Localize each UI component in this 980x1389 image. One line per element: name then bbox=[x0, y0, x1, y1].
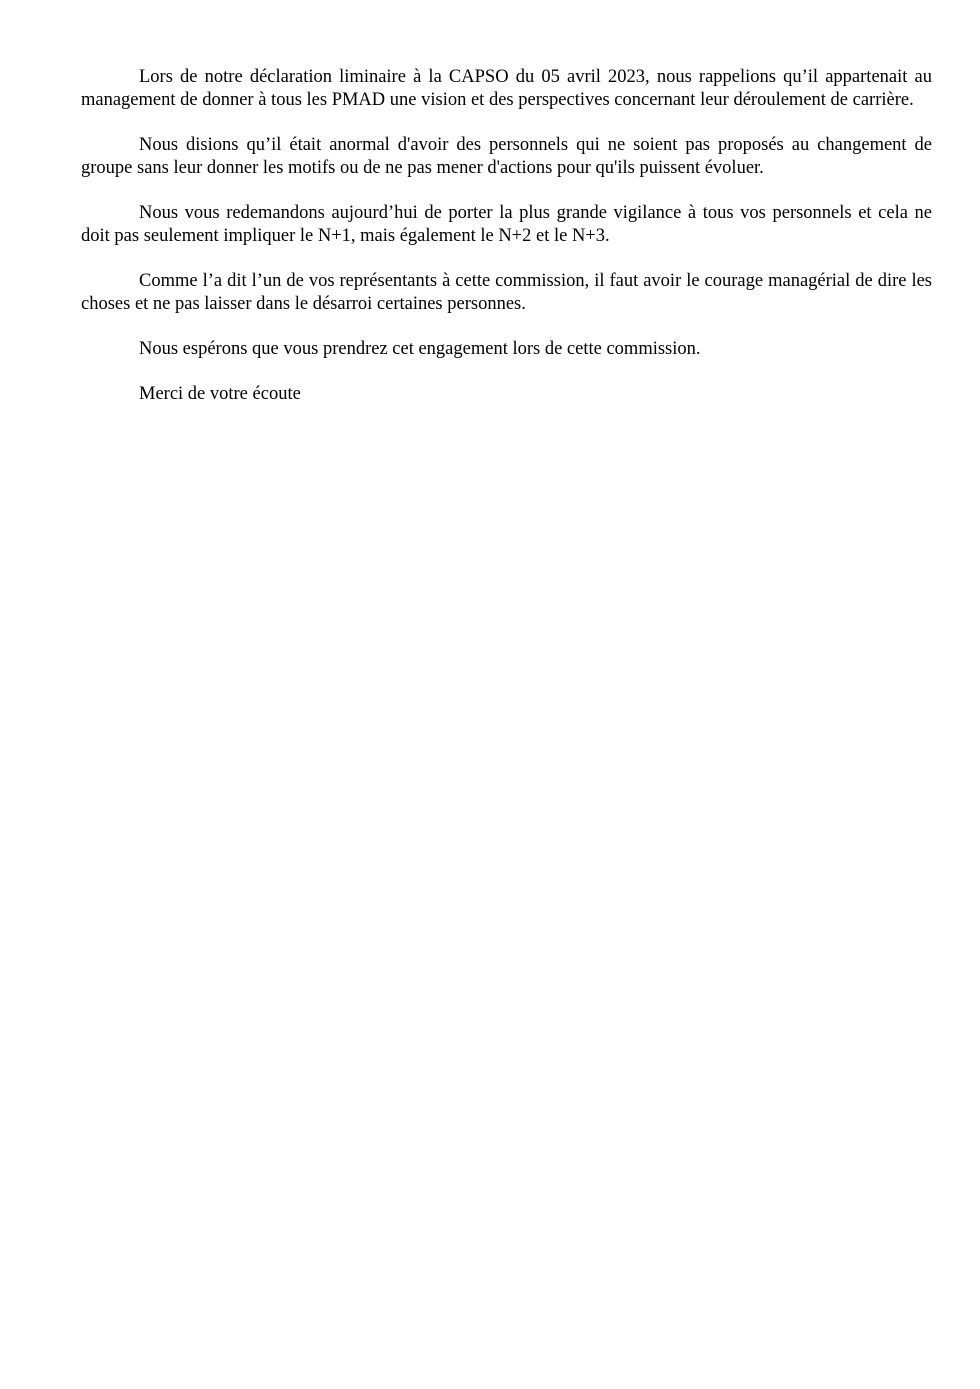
paragraph-vigilance: Nous vous redemandons aujourd’hui de porter la plus grande vigilance à tous vos personnels et cela ne doit pas seulement impliquer le N+1, mais également le N+2 et le N+3. bbox=[81, 203, 932, 246]
paragraph-anormal: Nous disions qu’il était anormal d'avoir des personnels qui ne soient pas proposés au changement de groupe sans leur donner les motifs ou de ne pas mener d'actions pour qu'ils puissent évoluer. bbox=[81, 135, 932, 178]
paragraph-closing: Merci de votre écoute bbox=[139, 384, 301, 404]
paragraph-courage: Comme l’a dit l’un de vos représentants à cette commission, il faut avoir le courage managérial de dire les choses et ne pas laisser dans le désarroi certaines personnes. bbox=[81, 271, 932, 314]
paragraph-engagement: Nous espérons que vous prendrez cet engagement lors de cette commission. bbox=[139, 339, 701, 359]
document-body bbox=[81, 66, 932, 406]
paragraph-declaration: Lors de notre déclaration liminaire à la CAPSO du 05 avril 2023, nous rappelions qu’il appartenait au management de donner à tous les PMAD une vision et des perspectives concernant leur déroulement de carrière. bbox=[81, 67, 932, 110]
